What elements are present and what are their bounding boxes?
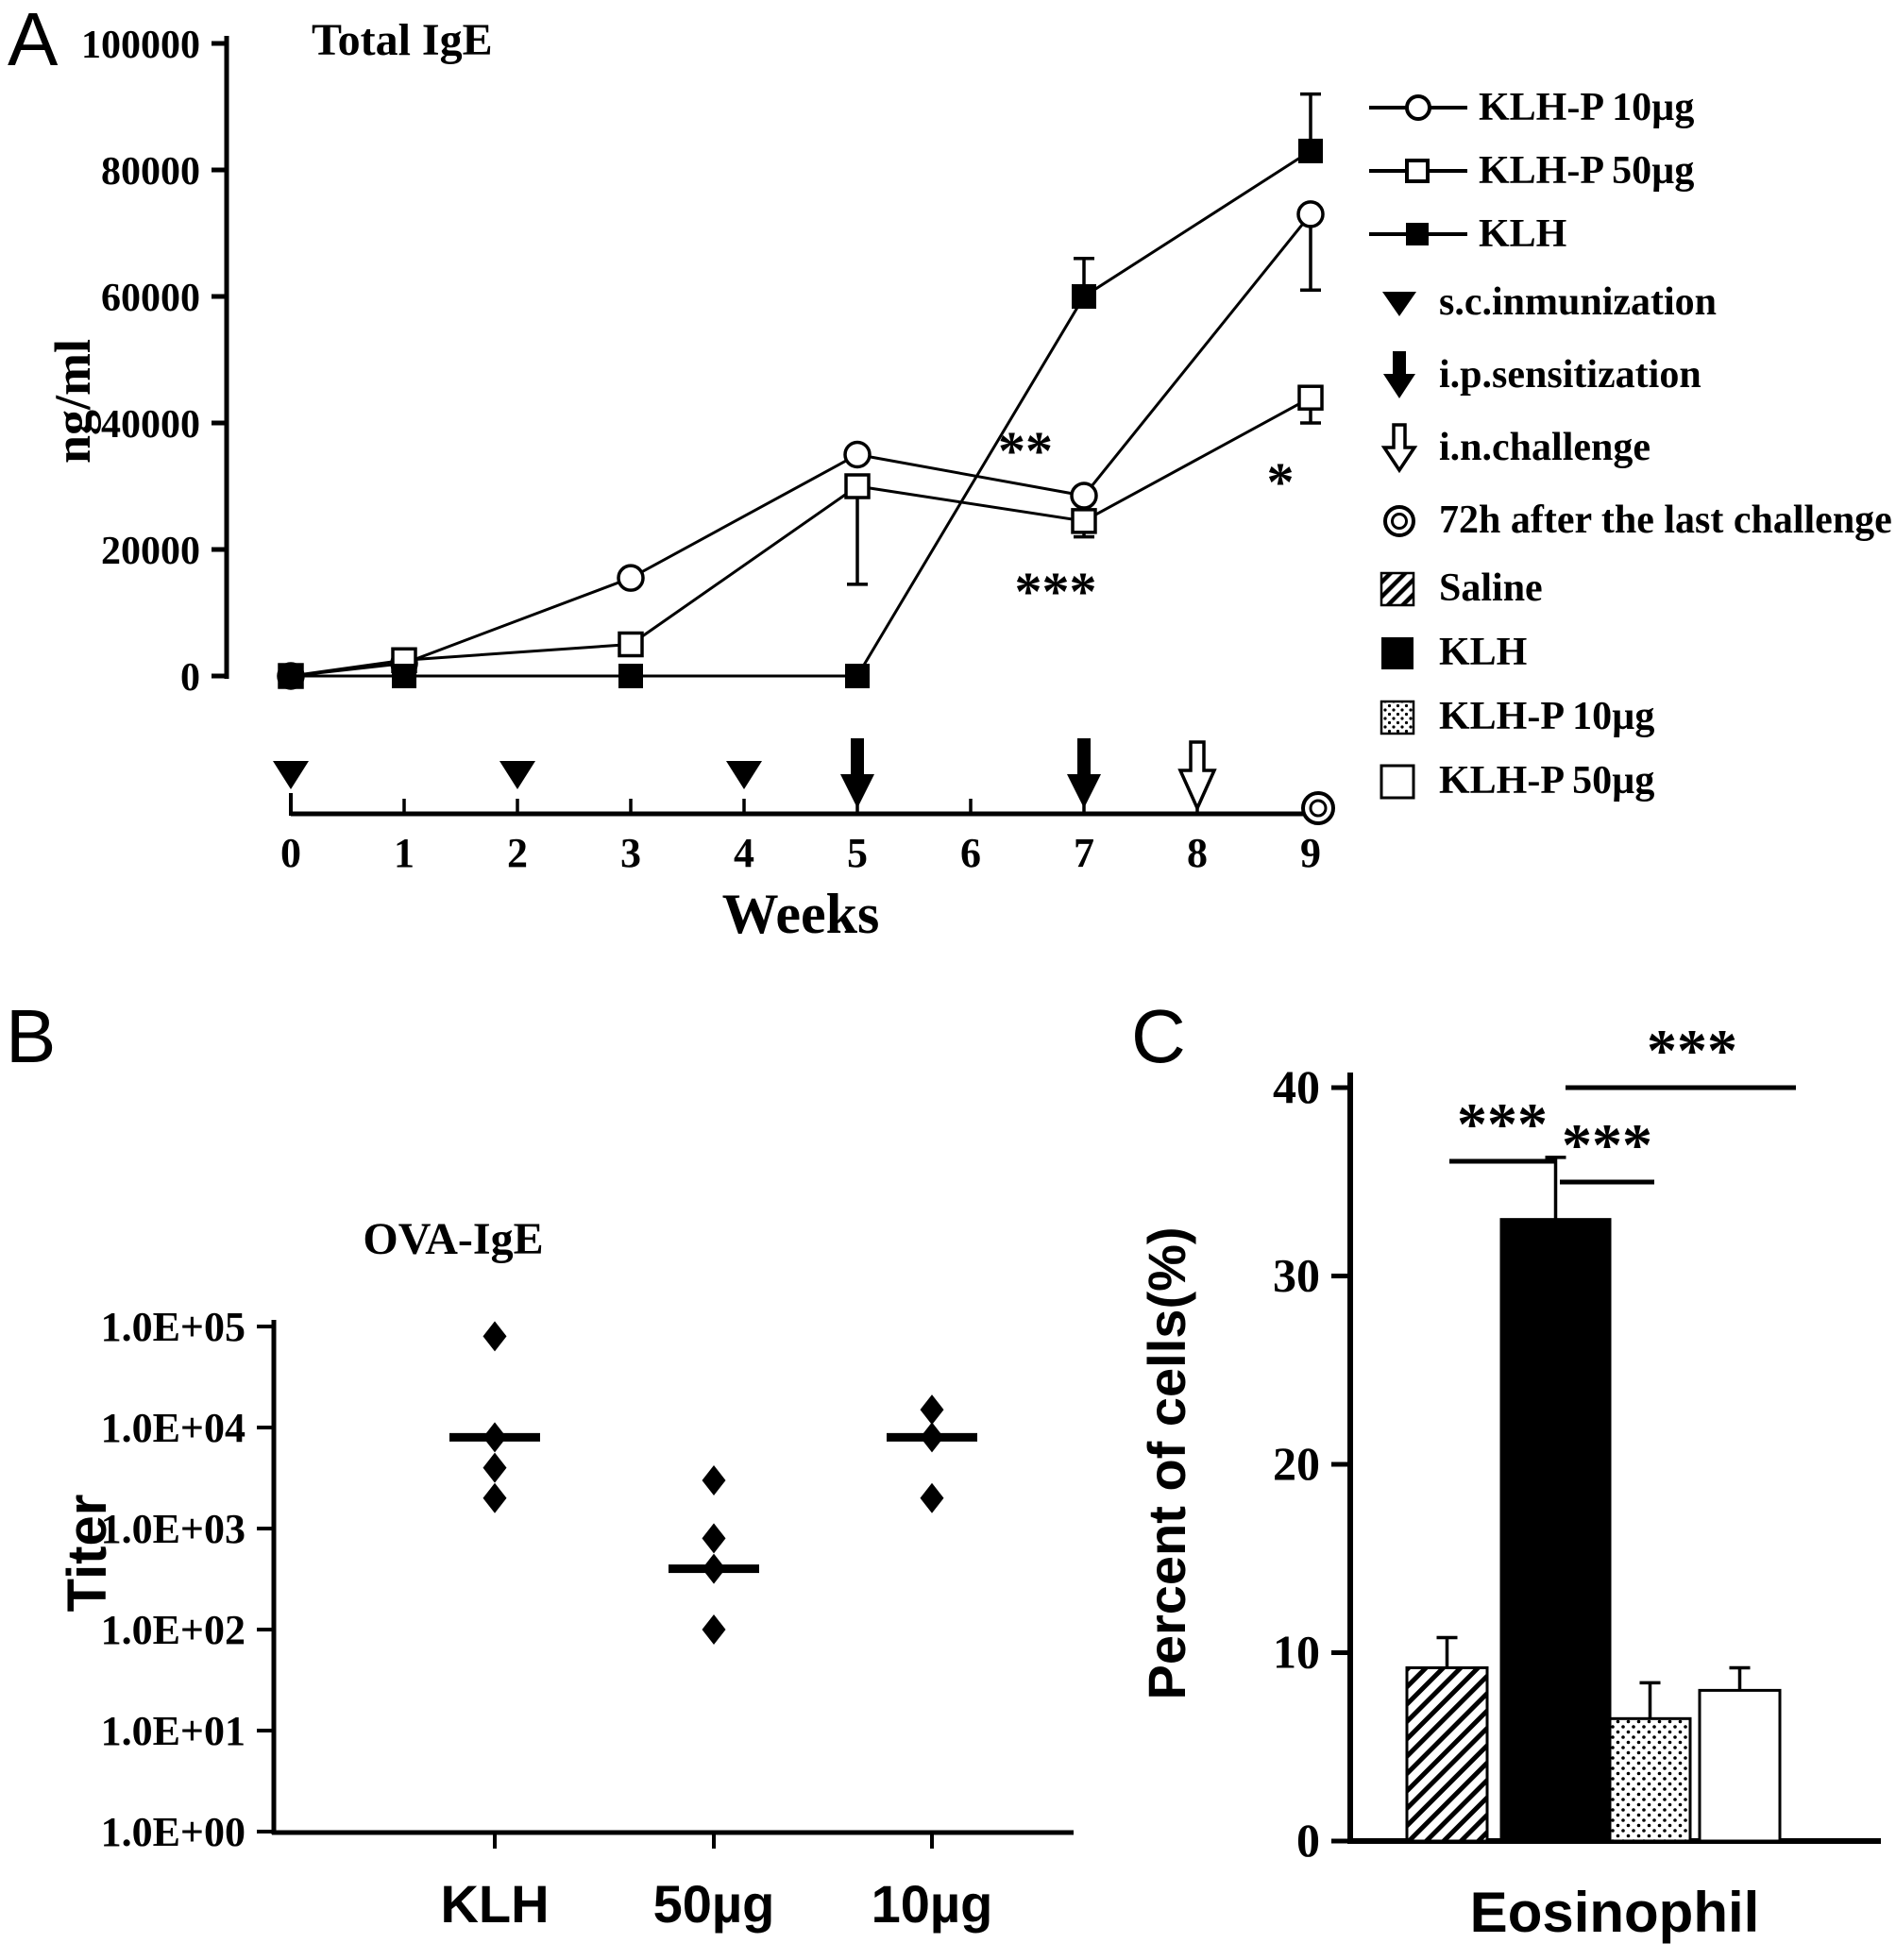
- b-diamond-klh: [483, 1453, 507, 1483]
- legend-item-events-72h-after-the-last-challenge: [1367, 483, 1892, 556]
- b-group-label: 50µg: [652, 1874, 775, 1934]
- c-bar-klh: [1501, 1220, 1610, 1841]
- b-diamond-10-g: [921, 1422, 944, 1452]
- b-diamond-50-g: [703, 1465, 726, 1495]
- a-significance-stars: *: [1266, 451, 1295, 513]
- a-marker-open-square: [846, 475, 869, 498]
- b-y-tick-label: 1.0E+00: [100, 1809, 245, 1855]
- legend-item-events-i-n-challenge: [1367, 411, 1892, 483]
- dotted-box-icon: [1367, 695, 1439, 738]
- legend-item-fills-klh-p-10-g: [1367, 684, 1892, 749]
- a-marker-filled-square: [845, 664, 870, 688]
- a-y-axis-label: ng/ml: [44, 338, 101, 465]
- timeline-week-label: 2: [507, 830, 528, 876]
- timeline-open-arrow-icon: [1180, 742, 1214, 808]
- a-marker-filled-square: [279, 664, 303, 688]
- a-marker-filled-square: [618, 664, 643, 688]
- legend-item-label: s.c.inmunization: [1439, 279, 1718, 324]
- legend-item-label: i.n.challenge: [1439, 425, 1651, 469]
- a-y-tick-label: 0: [180, 656, 200, 700]
- timeline-filled-arrow-icon: [851, 738, 864, 776]
- legend-item-label: KLH-P 50µg: [1439, 759, 1655, 803]
- timeline-filled-triangle-icon: [273, 761, 309, 789]
- legend-item-series-klh-p-10-g: [1367, 76, 1892, 139]
- diagonal-hatch-box-icon: [1367, 566, 1439, 610]
- legend-item-fills-klh-p-50-g: [1367, 749, 1892, 813]
- open-box-icon: [1367, 759, 1439, 803]
- timeline-week-label: 4: [734, 830, 754, 876]
- legend-item-series-klh-p-50-g: [1367, 139, 1892, 202]
- b-diamond-50-g: [703, 1614, 726, 1645]
- line-filled-square-icon: [1367, 215, 1479, 253]
- c-x-axis-label: Eosinophil: [1469, 1881, 1760, 1944]
- c-y-tick-label: 30: [1273, 1248, 1320, 1302]
- b-y-tick-label: 1.0E+05: [100, 1304, 245, 1350]
- b-y-axis-label: Titer: [57, 1494, 118, 1613]
- open-down-arrow-icon: [1367, 422, 1439, 473]
- c-significance-stars: ***: [1457, 1090, 1548, 1157]
- legend-item-label: 72h after the last challenge: [1439, 498, 1892, 542]
- c-y-axis-label: Percent of cells(%): [1137, 1226, 1196, 1700]
- b-diamond-klh: [483, 1321, 507, 1351]
- timeline-week-label: 7: [1074, 830, 1094, 876]
- filled-down-arrow-icon: [1367, 349, 1439, 400]
- c-y-tick-label: 40: [1273, 1060, 1320, 1113]
- timeline-week-label: 1: [394, 830, 415, 876]
- c-bar-klh-p-50-g: [1700, 1690, 1780, 1841]
- c-significance-stars: ***: [1647, 1017, 1737, 1084]
- timeline-week-label: 6: [960, 830, 981, 876]
- a-x-axis-label: Weeks: [721, 883, 880, 945]
- line-open-square-icon: [1367, 152, 1479, 190]
- a-marker-open-square: [1073, 510, 1095, 532]
- b-diamond-50-g: [703, 1554, 726, 1584]
- timeline-double-circle-icon: [1303, 793, 1333, 823]
- timeline-week-label: 8: [1187, 830, 1208, 876]
- a-y-tick-label: 40000: [101, 403, 200, 447]
- a-marker-open-square: [619, 634, 642, 656]
- timeline-week-label: 0: [280, 830, 301, 876]
- b-y-tick-label: 1.0E+03: [100, 1506, 245, 1552]
- timeline-filled-triangle-icon: [499, 761, 535, 789]
- timeline-week-label: 9: [1300, 830, 1321, 876]
- legend-item-fills-saline: [1367, 556, 1892, 620]
- legend-item-events-s-c-inmunization: [1367, 265, 1892, 338]
- b-diamond-10-g: [921, 1394, 944, 1425]
- panel-a-letter: A: [8, 0, 59, 81]
- timeline-filled-arrow-icon: [1077, 738, 1091, 776]
- timeline-filled-triangle-icon: [726, 761, 762, 789]
- b-diamond-klh: [483, 1422, 507, 1452]
- legend-item-label: Saline: [1439, 566, 1543, 610]
- legend-item-label: KLH-P 10µg: [1439, 695, 1655, 738]
- c-y-tick-label: 10: [1273, 1625, 1320, 1679]
- b-chart-title: OVA-IgE: [363, 1214, 544, 1264]
- a-marker-open-circle: [618, 566, 643, 590]
- panel-c-letter: C: [1131, 994, 1186, 1078]
- legend-item-label: KLH-P 10µg: [1479, 85, 1695, 129]
- timeline-week-label: 3: [620, 830, 641, 876]
- c-significance-stars: ***: [1562, 1111, 1652, 1178]
- a-marker-open-square: [1299, 386, 1322, 409]
- b-group-label: KLH: [440, 1874, 550, 1934]
- legend-item-events-i-p-sensitization: [1367, 338, 1892, 411]
- a-significance-stars: **: [998, 420, 1053, 482]
- solid-black-box-icon: [1367, 631, 1439, 674]
- a-chart-title: Total IgE: [312, 15, 493, 65]
- panel-b-letter: B: [6, 994, 57, 1078]
- legend-item-label: KLH: [1439, 631, 1528, 674]
- filled-triangle-down-icon: [1367, 277, 1439, 328]
- c-y-tick-label: 0: [1296, 1814, 1320, 1867]
- c-y-tick-label: 20: [1273, 1437, 1320, 1490]
- b-diamond-50-g: [703, 1523, 726, 1553]
- a-marker-filled-square: [1298, 139, 1323, 163]
- a-y-tick-label: 100000: [81, 24, 200, 67]
- a-marker-open-circle: [1298, 202, 1323, 227]
- b-group-label: 10µg: [871, 1874, 993, 1934]
- a-marker-open-circle: [1072, 483, 1096, 508]
- timeline-filled-arrow-icon: [840, 774, 874, 808]
- timeline-filled-arrow-icon: [1067, 774, 1101, 808]
- a-y-tick-label: 80000: [101, 150, 200, 194]
- timeline-week-label: 5: [847, 830, 868, 876]
- legend-item-series-klh: [1367, 202, 1892, 265]
- a-y-tick-label: 60000: [101, 277, 200, 320]
- a-series-klh-p-50-g-line: [291, 397, 1311, 676]
- line-open-circle-icon: [1367, 89, 1479, 127]
- b-diamond-10-g: [921, 1483, 944, 1513]
- c-bar-klh-p-10-g: [1610, 1718, 1690, 1841]
- a-marker-filled-square: [392, 664, 416, 688]
- legend-item-fills-klh: [1367, 620, 1892, 684]
- legend-item-label: i.p.sensitization: [1439, 352, 1701, 397]
- a-marker-open-circle: [845, 443, 870, 467]
- panel-a-legend: [1367, 76, 1892, 813]
- legend-item-label: KLH: [1479, 211, 1567, 256]
- a-series-klh-p-10-g-line: [291, 214, 1311, 676]
- a-marker-filled-square: [1072, 284, 1096, 309]
- a-y-tick-label: 20000: [101, 530, 200, 573]
- b-y-tick-label: 1.0E+01: [100, 1708, 245, 1754]
- double-circle-icon: [1367, 495, 1439, 546]
- b-y-tick-label: 1.0E+02: [100, 1607, 245, 1653]
- a-significance-stars: ***: [1014, 560, 1097, 622]
- b-diamond-klh: [483, 1483, 507, 1513]
- c-bar-saline: [1407, 1667, 1487, 1841]
- a-series-klh-line: [291, 151, 1311, 676]
- legend-item-label: KLH-P 50µg: [1479, 148, 1695, 193]
- b-y-tick-label: 1.0E+04: [100, 1405, 245, 1451]
